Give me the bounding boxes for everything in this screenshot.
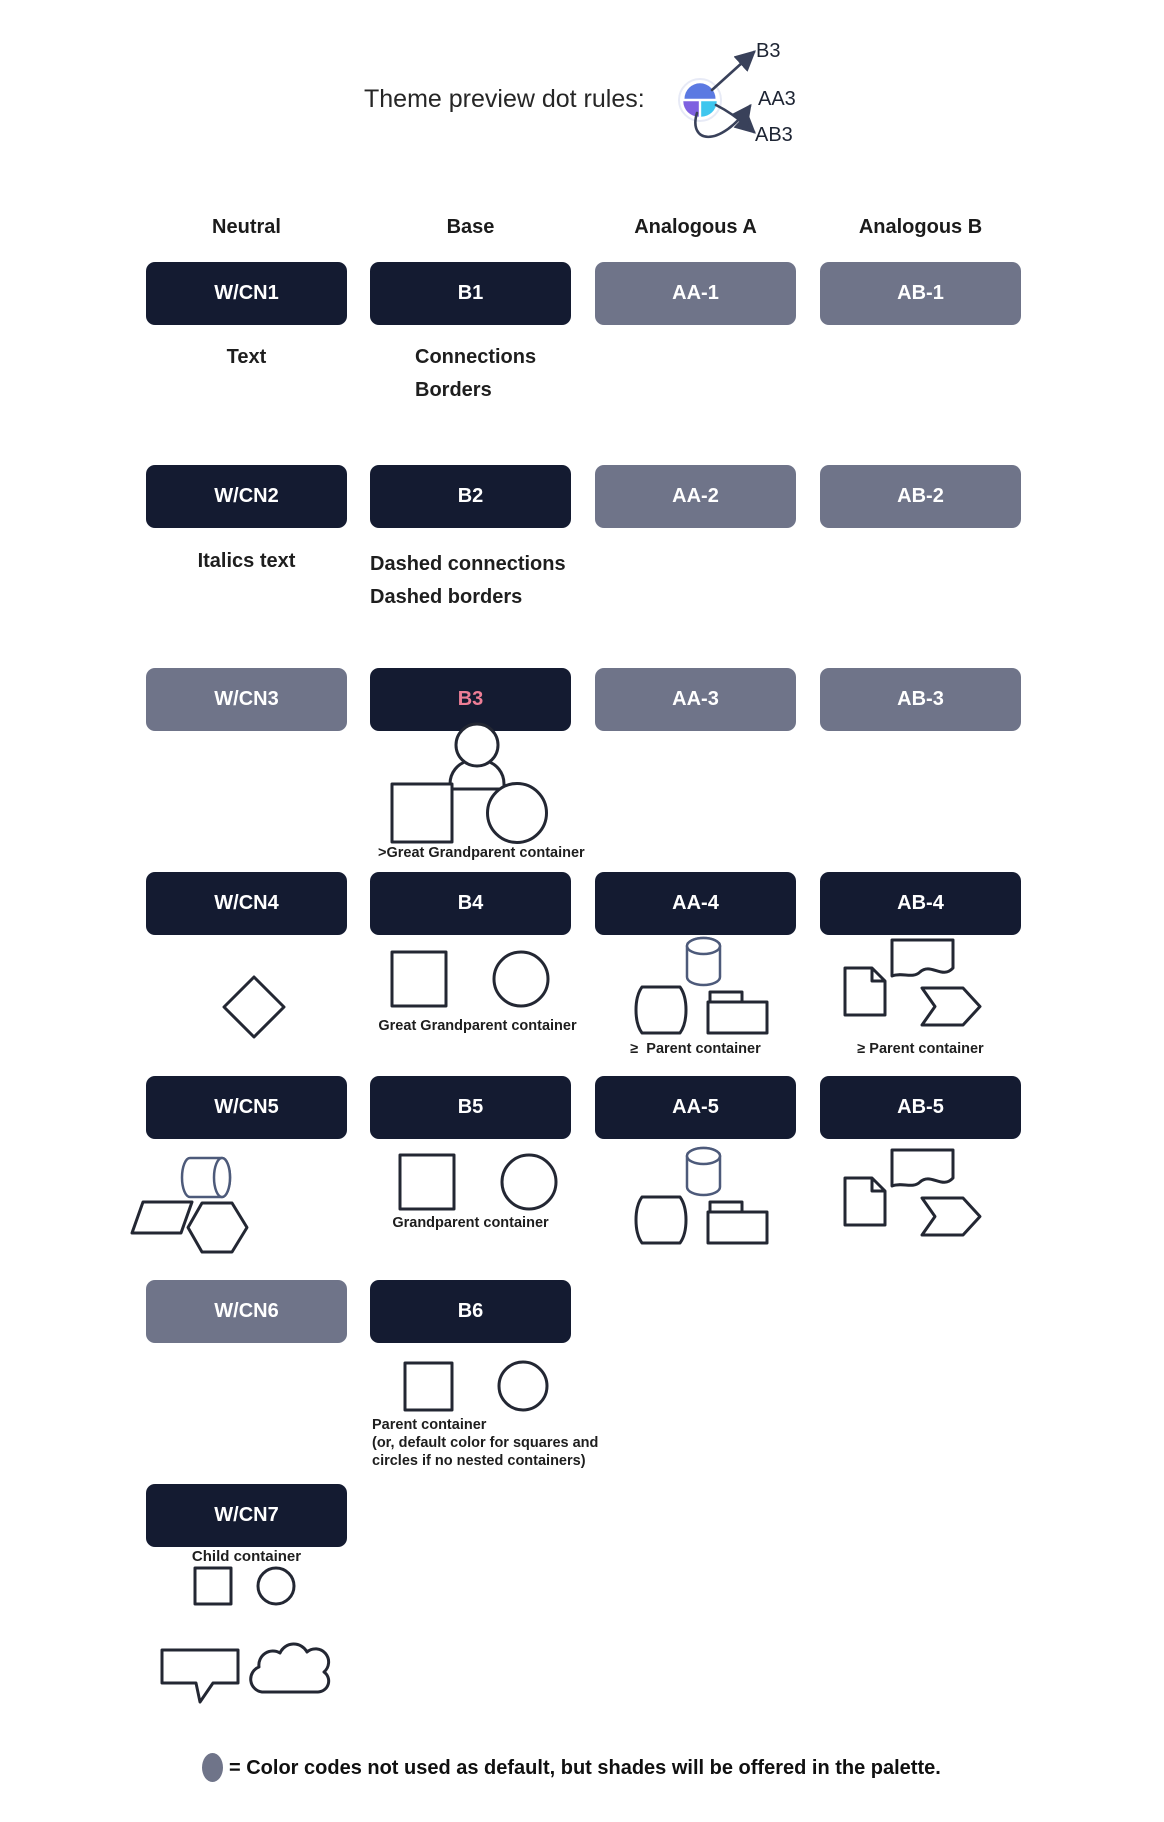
- ab4-shape-group: [843, 938, 983, 1028]
- note-dashed-connections: Dashed connections: [370, 553, 566, 575]
- dot-label-aa3: AA3: [758, 88, 796, 110]
- note-aa4-container: ≥ Parent container: [630, 1041, 761, 1057]
- display-shape: [636, 987, 686, 1033]
- column-header-analogous-a: Analogous A: [634, 216, 757, 238]
- chip-ab1: AB-1: [820, 262, 1021, 325]
- chip-wcn3: W/CN3: [146, 668, 347, 731]
- note-connections-borders: [415, 341, 536, 407]
- chip-wcn2: W/CN2: [146, 465, 347, 528]
- chip-aa2: AA-2: [595, 465, 796, 528]
- b6-shape-group: [403, 1361, 553, 1413]
- cylinder-top-icon: [687, 1148, 720, 1164]
- note-b4-container: Great Grandparent container: [378, 1018, 577, 1034]
- note-b6-container: [372, 1416, 598, 1470]
- chip-wcn7: W/CN7: [146, 1484, 347, 1547]
- note-text: Text: [226, 346, 267, 368]
- document-shape: [845, 968, 885, 1015]
- chip-b5: B5: [370, 1076, 571, 1139]
- chip-aa5: AA-5: [595, 1076, 796, 1139]
- chip-aa1: AA-1: [595, 262, 796, 325]
- aa5-shape-group: [630, 1146, 770, 1246]
- square-shape: [400, 1155, 454, 1209]
- b3-shape-group: [370, 722, 560, 848]
- chip-aa3: AA-3: [595, 668, 796, 731]
- document-shape: [845, 1178, 885, 1225]
- wcn7-extra-shape-group: [158, 1642, 338, 1706]
- note-dashed-borders: Dashed borders: [370, 586, 523, 608]
- note-dashed: [370, 548, 566, 614]
- cylinder-top-icon: [687, 938, 720, 954]
- hexagon-shape: [188, 1203, 247, 1252]
- person-head-icon: [456, 724, 498, 766]
- note-ab4-container: ≥ Parent container: [857, 1041, 984, 1057]
- note-italics-text: Italics text: [197, 550, 296, 572]
- display-shape: [636, 1197, 686, 1243]
- chip-wcn5: W/CN5: [146, 1076, 347, 1139]
- parallelogram-shape: [132, 1202, 192, 1233]
- square-shape: [392, 784, 452, 842]
- wcn7-shape-group: [193, 1566, 298, 1608]
- legend-dot-icon: [202, 1753, 223, 1782]
- chip-b6: B6: [370, 1280, 571, 1343]
- note-borders: Borders: [415, 379, 492, 401]
- note-b6-line3: circles if no nested containers): [372, 1453, 586, 1469]
- note-b3-container: >Great Grandparent container: [378, 845, 585, 861]
- note-b6-line1: Parent container: [372, 1417, 487, 1433]
- chip-wcn4: W/CN4: [146, 872, 347, 935]
- folder-shape: [708, 1002, 767, 1033]
- page-title: Theme preview dot rules:: [364, 85, 645, 113]
- cloud-shape: [251, 1644, 329, 1692]
- chip-aa4: AA-4: [595, 872, 796, 935]
- circle-shape: [494, 952, 548, 1006]
- chip-b2: B2: [370, 465, 571, 528]
- chip-wcn1: W/CN1: [146, 262, 347, 325]
- column-header-analogous-b: Analogous B: [858, 216, 983, 238]
- square-shape: [405, 1363, 452, 1410]
- circle-shape: [499, 1362, 547, 1410]
- wcn5-shape-group: [128, 1152, 258, 1254]
- chip-ab5: AB-5: [820, 1076, 1021, 1139]
- chip-b4: B4: [370, 872, 571, 935]
- aa4-shape-group: [630, 936, 770, 1036]
- torn-paper-shape: [892, 1150, 953, 1186]
- chevron-shape: [922, 1198, 980, 1235]
- note-connections: Connections: [415, 346, 537, 368]
- diamond-shape: [224, 977, 284, 1037]
- b4-shape-group: [390, 950, 550, 1008]
- note-b5-container: Grandparent container: [392, 1215, 549, 1231]
- chip-ab3: AB-3: [820, 668, 1021, 731]
- circle-shape: [502, 1155, 556, 1209]
- chip-ab2: AB-2: [820, 465, 1021, 528]
- column-header-neutral: Neutral: [212, 216, 281, 238]
- square-shape: [392, 952, 446, 1006]
- dot-label-b3: B3: [756, 40, 781, 62]
- square-shape: [195, 1568, 231, 1604]
- chip-b1: B1: [370, 262, 571, 325]
- dot-label-ab3: AB3: [755, 124, 793, 146]
- legend-text: = Color codes not used as default, but shades will be offered in the palette.: [229, 1757, 941, 1779]
- wcn4-shape-group: [222, 976, 286, 1038]
- folder-shape: [708, 1212, 767, 1243]
- column-header-base: Base: [446, 216, 495, 238]
- chip-b3: B3: [370, 668, 571, 731]
- b5-shape-group: [398, 1153, 558, 1211]
- cylinder-rim-icon: [214, 1158, 230, 1197]
- speech-bubble-shape: [162, 1650, 238, 1702]
- arrow-to-b3-icon: [712, 52, 754, 90]
- note-b6-line2: (or, default color for squares and: [372, 1435, 599, 1451]
- chip-ab4: AB-4: [820, 872, 1021, 935]
- chip-wcn6: W/CN6: [146, 1280, 347, 1343]
- torn-paper-shape: [892, 940, 953, 976]
- circle-shape: [258, 1568, 294, 1604]
- ab5-shape-group: [843, 1148, 983, 1238]
- note-wcn7-container: Child container: [191, 1548, 302, 1565]
- chevron-shape: [922, 988, 980, 1025]
- circle-shape: [488, 784, 547, 843]
